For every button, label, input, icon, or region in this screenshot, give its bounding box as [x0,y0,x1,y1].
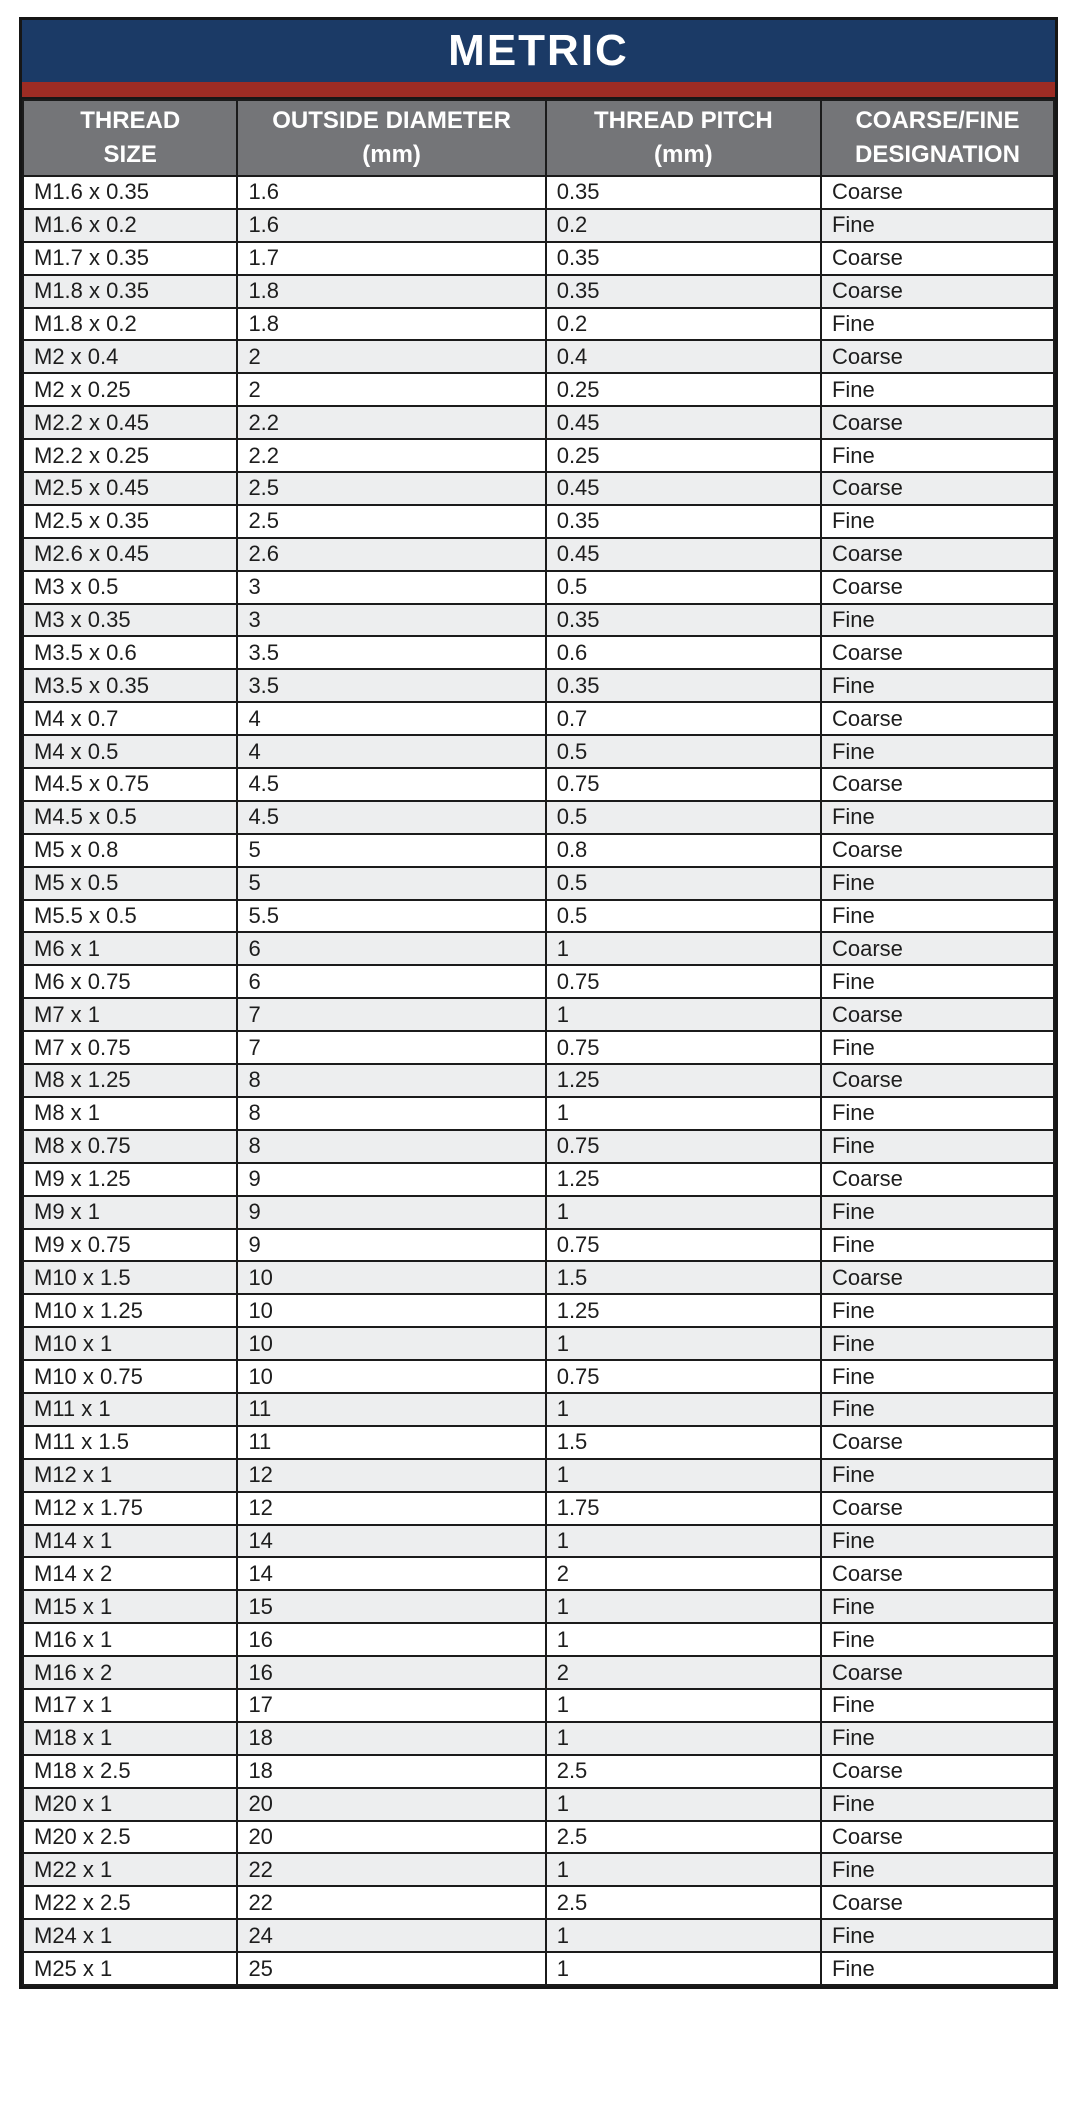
cell-thread-pitch: 0.2 [546,308,821,341]
cell-designation: Fine [821,209,1054,242]
cell-outside-diameter: 12 [237,1492,545,1525]
cell-designation: Fine [821,1525,1054,1558]
cell-designation: Fine [821,1097,1054,1130]
table-row [23,669,1054,702]
cell-designation: Coarse [821,1886,1054,1919]
cell-designation: Fine [821,1031,1054,1064]
cell-designation: Coarse [821,702,1054,735]
cell-thread-size: M22 x 2.5 [23,1886,237,1919]
cell-thread-pitch: 1 [546,932,821,965]
cell-thread-size: M1.7 x 0.35 [23,242,237,275]
cell-designation: Fine [821,735,1054,768]
col-header-thread-size-line1: THREAD [80,107,181,135]
cell-designation: Coarse [821,406,1054,439]
cell-designation: Fine [821,1196,1054,1229]
cell-thread-pitch: 1 [546,1196,821,1229]
cell-designation: Fine [821,308,1054,341]
cell-outside-diameter: 10 [237,1261,545,1294]
cell-designation: Fine [821,1689,1054,1722]
cell-thread-pitch: 0.5 [546,900,821,933]
cell-thread-pitch: 1 [546,1919,821,1952]
table-row [23,932,1054,965]
table-row [23,1459,1054,1492]
cell-designation: Coarse [821,932,1054,965]
cell-outside-diameter: 1.7 [237,242,545,275]
cell-outside-diameter: 4.5 [237,801,545,834]
cell-thread-size: M11 x 1 [23,1393,237,1426]
cell-outside-diameter: 2 [237,373,545,406]
cell-thread-size: M8 x 0.75 [23,1130,237,1163]
cell-thread-pitch: 0.7 [546,702,821,735]
cell-outside-diameter: 1.6 [237,209,545,242]
table-row [23,242,1054,275]
cell-designation: Fine [821,965,1054,998]
table-row [23,1064,1054,1097]
cell-outside-diameter: 1.8 [237,275,545,308]
cell-thread-pitch: 1.75 [546,1492,821,1525]
cell-outside-diameter: 3 [237,571,545,604]
cell-thread-size: M4 x 0.5 [23,735,237,768]
cell-thread-pitch: 2 [546,1656,821,1689]
cell-outside-diameter: 7 [237,1031,545,1064]
cell-designation: Fine [821,1623,1054,1656]
table-row [23,538,1054,571]
cell-thread-pitch: 2 [546,1557,821,1590]
cell-thread-size: M1.8 x 0.35 [23,275,237,308]
cell-outside-diameter: 14 [237,1525,545,1558]
table-row [23,834,1054,867]
cell-thread-size: M10 x 1.5 [23,1261,237,1294]
table-row [23,176,1054,209]
table-row [23,1952,1054,1985]
col-header-outside-diameter-line1: OUTSIDE DIAMETER [272,107,511,135]
cell-thread-size: M2 x 0.25 [23,373,237,406]
cell-designation: Fine [821,373,1054,406]
cell-thread-size: M3 x 0.5 [23,571,237,604]
cell-thread-pitch: 0.4 [546,340,821,373]
cell-designation: Fine [821,439,1054,472]
cell-thread-size: M5 x 0.5 [23,867,237,900]
table-row [23,1656,1054,1689]
cell-outside-diameter: 20 [237,1821,545,1854]
cell-thread-pitch: 0.75 [546,768,821,801]
cell-designation: Fine [821,1393,1054,1426]
cell-thread-pitch: 1.25 [546,1294,821,1327]
cell-thread-pitch: 1 [546,1853,821,1886]
cell-thread-size: M8 x 1 [23,1097,237,1130]
cell-thread-size: M4.5 x 0.5 [23,801,237,834]
col-header-coarse-fine [821,100,1054,176]
cell-thread-pitch: 0.25 [546,373,821,406]
cell-outside-diameter: 25 [237,1952,545,1985]
table-row [23,406,1054,439]
cell-thread-size: M25 x 1 [23,1952,237,1985]
cell-thread-size: M12 x 1 [23,1459,237,1492]
col-header-coarse-fine-line2: DESIGNATION [855,141,1020,168]
cell-outside-diameter: 4.5 [237,768,545,801]
col-header-thread-pitch-line1: THREAD PITCH [594,107,773,135]
cell-designation: Coarse [821,1656,1054,1689]
table-row [23,1722,1054,1755]
cell-designation: Fine [821,801,1054,834]
col-header-outside-diameter-line2: (mm) [362,141,421,168]
cell-thread-pitch: 0.45 [546,538,821,571]
cell-thread-pitch: 1 [546,1722,821,1755]
cell-thread-pitch: 0.5 [546,801,821,834]
cell-thread-pitch: 0.45 [546,472,821,505]
col-header-coarse-fine-line1: COARSE/FINE [855,107,1020,135]
cell-outside-diameter: 3.5 [237,669,545,702]
table-row [23,998,1054,1031]
cell-outside-diameter: 22 [237,1886,545,1919]
cell-designation: Fine [821,1130,1054,1163]
cell-thread-pitch: 0.25 [546,439,821,472]
cell-thread-pitch: 0.35 [546,505,821,538]
red-accent-stripe [22,82,1055,99]
cell-designation: Fine [821,1294,1054,1327]
cell-thread-pitch: 0.75 [546,1229,821,1262]
cell-thread-size: M20 x 2.5 [23,1821,237,1854]
cell-thread-size: M2.2 x 0.25 [23,439,237,472]
cell-outside-diameter: 16 [237,1656,545,1689]
cell-designation: Fine [821,867,1054,900]
cell-designation: Fine [821,1853,1054,1886]
cell-outside-diameter: 2 [237,340,545,373]
cell-outside-diameter: 7 [237,998,545,1031]
cell-designation: Coarse [821,340,1054,373]
table-row [23,1031,1054,1064]
cell-thread-pitch: 0.35 [546,275,821,308]
col-header-thread-size [23,100,237,176]
cell-designation: Fine [821,1952,1054,1985]
cell-designation: Coarse [821,1261,1054,1294]
cell-thread-size: M11 x 1.5 [23,1426,237,1459]
cell-thread-size: M10 x 1.25 [23,1294,237,1327]
cell-designation: Fine [821,1722,1054,1755]
cell-designation: Coarse [821,1557,1054,1590]
cell-outside-diameter: 6 [237,932,545,965]
cell-designation: Coarse [821,275,1054,308]
cell-designation: Fine [821,1229,1054,1262]
cell-thread-pitch: 0.35 [546,242,821,275]
cell-designation: Coarse [821,768,1054,801]
cell-designation: Coarse [821,538,1054,571]
cell-thread-size: M1.6 x 0.2 [23,209,237,242]
table-row [23,275,1054,308]
table-row [23,1788,1054,1821]
table-row [23,1525,1054,1558]
cell-thread-pitch: 1 [546,1327,821,1360]
cell-thread-pitch: 0.75 [546,1360,821,1393]
table-row [23,1163,1054,1196]
table-row [23,1130,1054,1163]
cell-thread-size: M3.5 x 0.35 [23,669,237,702]
table-row [23,1360,1054,1393]
cell-thread-pitch: 1 [546,1689,821,1722]
cell-outside-diameter: 24 [237,1919,545,1952]
cell-designation: Coarse [821,1426,1054,1459]
cell-designation: Coarse [821,636,1054,669]
table-row [23,735,1054,768]
cell-thread-size: M7 x 1 [23,998,237,1031]
cell-thread-pitch: 2.5 [546,1886,821,1919]
cell-thread-size: M9 x 1 [23,1196,237,1229]
cell-outside-diameter: 4 [237,735,545,768]
cell-outside-diameter: 16 [237,1623,545,1656]
cell-outside-diameter: 5 [237,834,545,867]
cell-outside-diameter: 5.5 [237,900,545,933]
cell-thread-size: M2.5 x 0.35 [23,505,237,538]
cell-thread-size: M3 x 0.35 [23,604,237,637]
cell-designation: Fine [821,1919,1054,1952]
cell-outside-diameter: 6 [237,965,545,998]
cell-outside-diameter: 9 [237,1196,545,1229]
cell-outside-diameter: 12 [237,1459,545,1492]
cell-outside-diameter: 11 [237,1426,545,1459]
table-row [23,1393,1054,1426]
cell-designation: Coarse [821,1163,1054,1196]
cell-designation: Coarse [821,1492,1054,1525]
cell-thread-pitch: 0.75 [546,1031,821,1064]
cell-thread-size: M18 x 2.5 [23,1755,237,1788]
table-row [23,768,1054,801]
cell-outside-diameter: 22 [237,1853,545,1886]
cell-thread-size: M4 x 0.7 [23,702,237,735]
cell-designation: Coarse [821,1821,1054,1854]
cell-thread-size: M2.5 x 0.45 [23,472,237,505]
cell-thread-pitch: 0.6 [546,636,821,669]
cell-outside-diameter: 2.5 [237,505,545,538]
cell-thread-size: M22 x 1 [23,1853,237,1886]
cell-thread-size: M24 x 1 [23,1919,237,1952]
cell-thread-size: M18 x 1 [23,1722,237,1755]
table-row [23,1853,1054,1886]
cell-thread-size: M14 x 1 [23,1525,237,1558]
cell-thread-pitch: 0.35 [546,176,821,209]
table-row [23,1919,1054,1952]
cell-designation: Fine [821,1590,1054,1623]
cell-thread-pitch: 1 [546,1623,821,1656]
cell-thread-size: M16 x 2 [23,1656,237,1689]
table-row [23,867,1054,900]
table-row [23,373,1054,406]
cell-designation: Fine [821,604,1054,637]
cell-outside-diameter: 9 [237,1163,545,1196]
cell-thread-size: M1.6 x 0.35 [23,176,237,209]
metric-thread-chart [19,17,1058,1989]
table-row [23,505,1054,538]
table-row [23,636,1054,669]
cell-thread-size: M9 x 1.25 [23,1163,237,1196]
cell-outside-diameter: 1.8 [237,308,545,341]
cell-thread-size: M8 x 1.25 [23,1064,237,1097]
cell-thread-size: M1.8 x 0.2 [23,308,237,341]
table-row [23,1196,1054,1229]
cell-thread-size: M14 x 2 [23,1557,237,1590]
cell-outside-diameter: 18 [237,1722,545,1755]
table-row [23,1821,1054,1854]
col-header-thread-size-line2: SIZE [103,141,157,168]
table-title: METRIC [448,26,629,75]
cell-thread-pitch: 0.45 [546,406,821,439]
cell-thread-pitch: 1 [546,1952,821,1985]
cell-thread-pitch: 0.75 [546,1130,821,1163]
cell-outside-diameter: 8 [237,1064,545,1097]
cell-thread-size: M6 x 0.75 [23,965,237,998]
thread-size-table [22,99,1055,1986]
table-row [23,801,1054,834]
table-row [23,965,1054,998]
header-row [23,100,1054,176]
cell-thread-pitch: 0.8 [546,834,821,867]
cell-outside-diameter: 9 [237,1229,545,1262]
cell-thread-pitch: 0.2 [546,209,821,242]
col-header-thread-pitch-line2: (mm) [654,141,713,168]
cell-designation: Fine [821,669,1054,702]
cell-thread-pitch: 1.5 [546,1426,821,1459]
cell-thread-pitch: 1 [546,1788,821,1821]
cell-thread-pitch: 0.35 [546,669,821,702]
col-header-outside-diameter [237,100,545,176]
table-row [23,209,1054,242]
cell-thread-size: M6 x 1 [23,932,237,965]
cell-thread-pitch: 2.5 [546,1821,821,1854]
table-title-bar [22,20,1055,82]
table-row [23,571,1054,604]
cell-outside-diameter: 11 [237,1393,545,1426]
cell-thread-size: M2.6 x 0.45 [23,538,237,571]
cell-designation: Coarse [821,1064,1054,1097]
cell-outside-diameter: 17 [237,1689,545,1722]
cell-thread-pitch: 0.75 [546,965,821,998]
cell-thread-size: M15 x 1 [23,1590,237,1623]
cell-thread-pitch: 0.5 [546,571,821,604]
cell-outside-diameter: 2.6 [237,538,545,571]
cell-outside-diameter: 3.5 [237,636,545,669]
table-row [23,1327,1054,1360]
cell-thread-size: M3.5 x 0.6 [23,636,237,669]
cell-outside-diameter: 5 [237,867,545,900]
cell-thread-size: M5.5 x 0.5 [23,900,237,933]
cell-designation: Coarse [821,1755,1054,1788]
table-row [23,1557,1054,1590]
cell-thread-pitch: 0.5 [546,735,821,768]
cell-designation: Fine [821,1327,1054,1360]
cell-outside-diameter: 2.5 [237,472,545,505]
cell-designation: Coarse [821,834,1054,867]
table-row [23,1492,1054,1525]
table-row [23,439,1054,472]
cell-designation: Coarse [821,472,1054,505]
table-row [23,1590,1054,1623]
table-row [23,1229,1054,1262]
cell-designation: Fine [821,1788,1054,1821]
col-header-thread-pitch [546,100,821,176]
cell-thread-pitch: 0.5 [546,867,821,900]
cell-outside-diameter: 3 [237,604,545,637]
table-row [23,702,1054,735]
cell-designation: Coarse [821,242,1054,275]
cell-thread-size: M17 x 1 [23,1689,237,1722]
cell-thread-pitch: 1.25 [546,1064,821,1097]
cell-thread-pitch: 1 [546,1590,821,1623]
cell-outside-diameter: 20 [237,1788,545,1821]
cell-thread-size: M2 x 0.4 [23,340,237,373]
cell-outside-diameter: 8 [237,1130,545,1163]
table-row [23,1755,1054,1788]
cell-thread-pitch: 1 [546,998,821,1031]
cell-thread-pitch: 1.5 [546,1261,821,1294]
cell-thread-size: M5 x 0.8 [23,834,237,867]
table-row [23,1689,1054,1722]
cell-thread-size: M2.2 x 0.45 [23,406,237,439]
cell-thread-size: M16 x 1 [23,1623,237,1656]
cell-designation: Coarse [821,571,1054,604]
cell-designation: Coarse [821,998,1054,1031]
cell-outside-diameter: 8 [237,1097,545,1130]
table-row [23,1097,1054,1130]
cell-outside-diameter: 10 [237,1294,545,1327]
cell-thread-pitch: 1 [546,1459,821,1492]
cell-thread-pitch: 1 [546,1393,821,1426]
cell-outside-diameter: 2.2 [237,406,545,439]
cell-thread-size: M7 x 0.75 [23,1031,237,1064]
cell-designation: Coarse [821,176,1054,209]
table-row [23,1426,1054,1459]
cell-outside-diameter: 14 [237,1557,545,1590]
cell-thread-pitch: 1 [546,1097,821,1130]
cell-outside-diameter: 4 [237,702,545,735]
table-row [23,900,1054,933]
cell-designation: Fine [821,900,1054,933]
cell-thread-size: M10 x 0.75 [23,1360,237,1393]
cell-thread-pitch: 1 [546,1525,821,1558]
cell-thread-size: M4.5 x 0.75 [23,768,237,801]
cell-thread-size: M9 x 0.75 [23,1229,237,1262]
cell-designation: Fine [821,1459,1054,1492]
table-row [23,1623,1054,1656]
cell-thread-size: M12 x 1.75 [23,1492,237,1525]
cell-thread-size: M10 x 1 [23,1327,237,1360]
table-body [23,176,1054,1985]
cell-outside-diameter: 15 [237,1590,545,1623]
table-row [23,604,1054,637]
cell-outside-diameter: 10 [237,1360,545,1393]
table-row [23,340,1054,373]
cell-thread-pitch: 0.35 [546,604,821,637]
table-row [23,308,1054,341]
table-row [23,1886,1054,1919]
cell-thread-size: M20 x 1 [23,1788,237,1821]
cell-thread-pitch: 2.5 [546,1755,821,1788]
cell-designation: Fine [821,505,1054,538]
cell-outside-diameter: 10 [237,1327,545,1360]
table-row [23,1261,1054,1294]
table-row [23,472,1054,505]
cell-outside-diameter: 18 [237,1755,545,1788]
table-row [23,1294,1054,1327]
cell-thread-pitch: 1.25 [546,1163,821,1196]
cell-designation: Fine [821,1360,1054,1393]
cell-outside-diameter: 1.6 [237,176,545,209]
cell-outside-diameter: 2.2 [237,439,545,472]
